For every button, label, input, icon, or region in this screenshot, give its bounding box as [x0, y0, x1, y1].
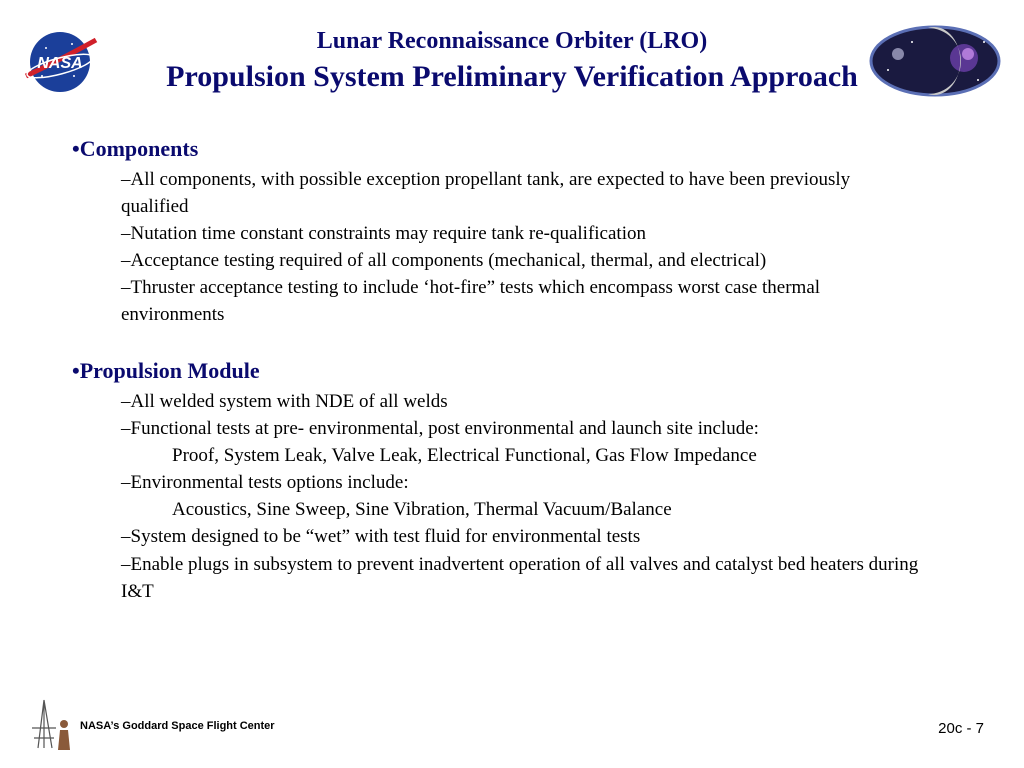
list-item: –Functional tests at pre- environmental, post environmental and launch site include:: [121, 418, 759, 439]
section-heading-components: •Components: [72, 136, 199, 161]
list-item: –All welded system with NDE of all welds: [121, 391, 448, 412]
goddard-rocket-icon: [28, 698, 74, 752]
list-item: –System designed to be “wet” with test fluid for environmental tests: [121, 526, 641, 547]
page-number: 20c - 7: [938, 720, 984, 737]
slide-title: Lunar Reconnaissance Orbiter (LRO): [316, 28, 708, 54]
footer-center-name: NASA’s Goddard Space Flight Center: [80, 720, 275, 732]
list-subitem: Proof, System Leak, Valve Leak, Electrical Functional, Gas Flow Impedance: [172, 445, 757, 466]
list-subitem: Acoustics, Sine Sweep, Sine Vibration, Thermal Vacuum/Balance: [172, 499, 672, 520]
list-item: –Nutation time constant constraints may require tank re-qualification: [121, 223, 646, 244]
nasa-logo-text: NASA: [37, 55, 83, 72]
list-item: –Environmental tests options include:: [121, 472, 409, 493]
list-item: –Thruster acceptance testing to include ‘hot-fire” tests which encompass worst case thermal environments: [121, 277, 821, 325]
list-item: –Enable plugs in subsystem to prevent inadvertent operation of all valves and catalyst bed heaters during I&T: [121, 554, 919, 602]
list-item: –All components, with possible exception propellant tank, are expected to have been previously qualified: [121, 169, 851, 217]
section-heading-propulsion-module: •Propulsion Module: [72, 358, 260, 383]
slide-subtitle: Propulsion System Preliminary Verification Approach: [166, 60, 858, 93]
list-item: –Acceptance testing required of all components (mechanical, thermal, and electrical): [121, 250, 767, 271]
